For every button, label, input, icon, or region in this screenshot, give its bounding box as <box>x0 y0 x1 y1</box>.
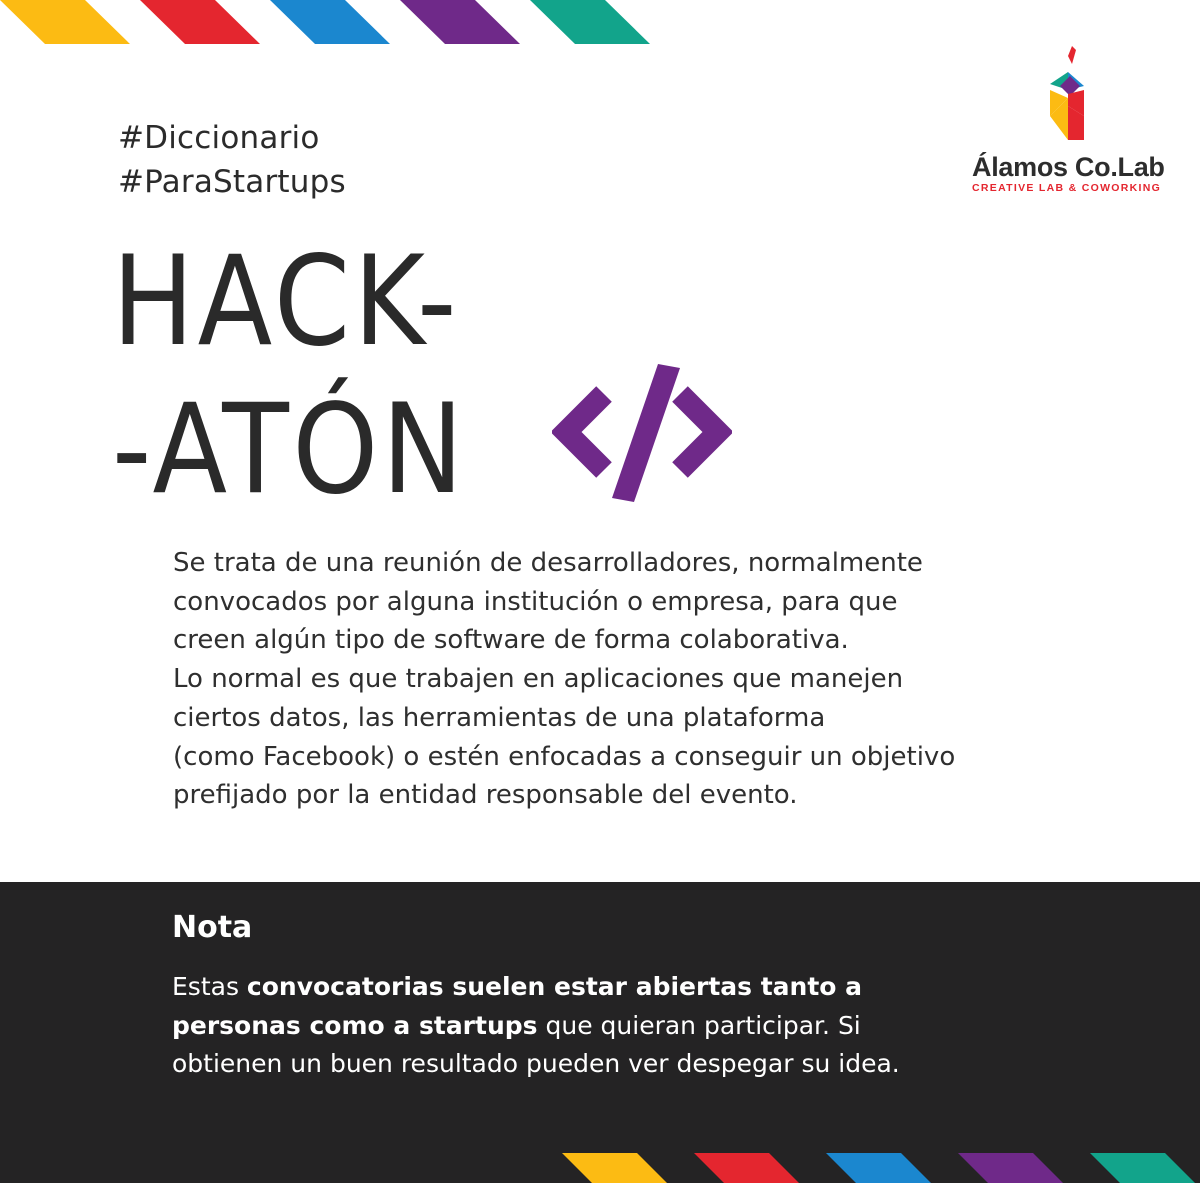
note-body-prefix: Estas <box>172 972 247 1001</box>
logo-name: Álamos Co.Lab <box>972 152 1165 182</box>
tangram-figure-icon <box>1046 46 1088 142</box>
definition-line: convocados por alguna institución o empresa, para que <box>173 586 898 617</box>
definition-line: ciertos datos, las herramientas de una plataforma <box>173 702 826 733</box>
hashtag-parastartups: #ParaStartups <box>118 164 346 200</box>
bottom-color-stripes <box>540 1153 1200 1183</box>
note-body <box>172 968 932 1084</box>
stripe-yellow <box>562 1153 667 1183</box>
stripe-blue <box>270 0 390 44</box>
definition-line: creen algún tipo de software de forma colaborativa. <box>173 625 849 656</box>
definition-line: Lo normal es que trabajen en aplicaciones que manejen <box>173 664 904 695</box>
note-title: Nota <box>172 910 253 945</box>
note-body-suffix: que quieran participar. Si obtienen un buen resultado pueden ver despegar su idea. <box>172 1010 900 1078</box>
code-brackets-icon <box>552 362 732 504</box>
hashtag-diccionario: #Diccionario <box>118 120 320 156</box>
stripe-teal <box>530 0 650 44</box>
definition-text <box>173 544 1053 815</box>
stripe-purple <box>958 1153 1063 1183</box>
logo-tagline: CREATIVE LAB & COWORKING <box>972 182 1162 194</box>
page-title <box>112 228 515 524</box>
title-line-2: -ATÓN <box>112 378 467 522</box>
note-panel <box>0 882 1200 1183</box>
stripe-red <box>140 0 260 44</box>
definition-line: Se trata de una reunión de desarrolladores, normalmente <box>173 548 923 578</box>
note-body-bold: convocatorias suelen estar abiertas tanto a personas como a startups <box>172 972 863 1040</box>
definition-line: prefijado por la entidad responsable del evento. <box>173 780 798 811</box>
definition-line: (como Facebook) o estén enfocadas a conseguir un objetivo <box>173 741 956 772</box>
top-color-stripes <box>0 0 700 44</box>
hashtags <box>118 116 346 204</box>
stripe-yellow <box>0 0 130 44</box>
stripe-blue <box>826 1153 931 1183</box>
stripe-teal <box>1090 1153 1195 1183</box>
title-line-1: HACK- <box>112 230 461 374</box>
stripe-purple <box>400 0 520 44</box>
stripe-red <box>694 1153 799 1183</box>
alamos-colab-logo <box>966 46 1166 196</box>
